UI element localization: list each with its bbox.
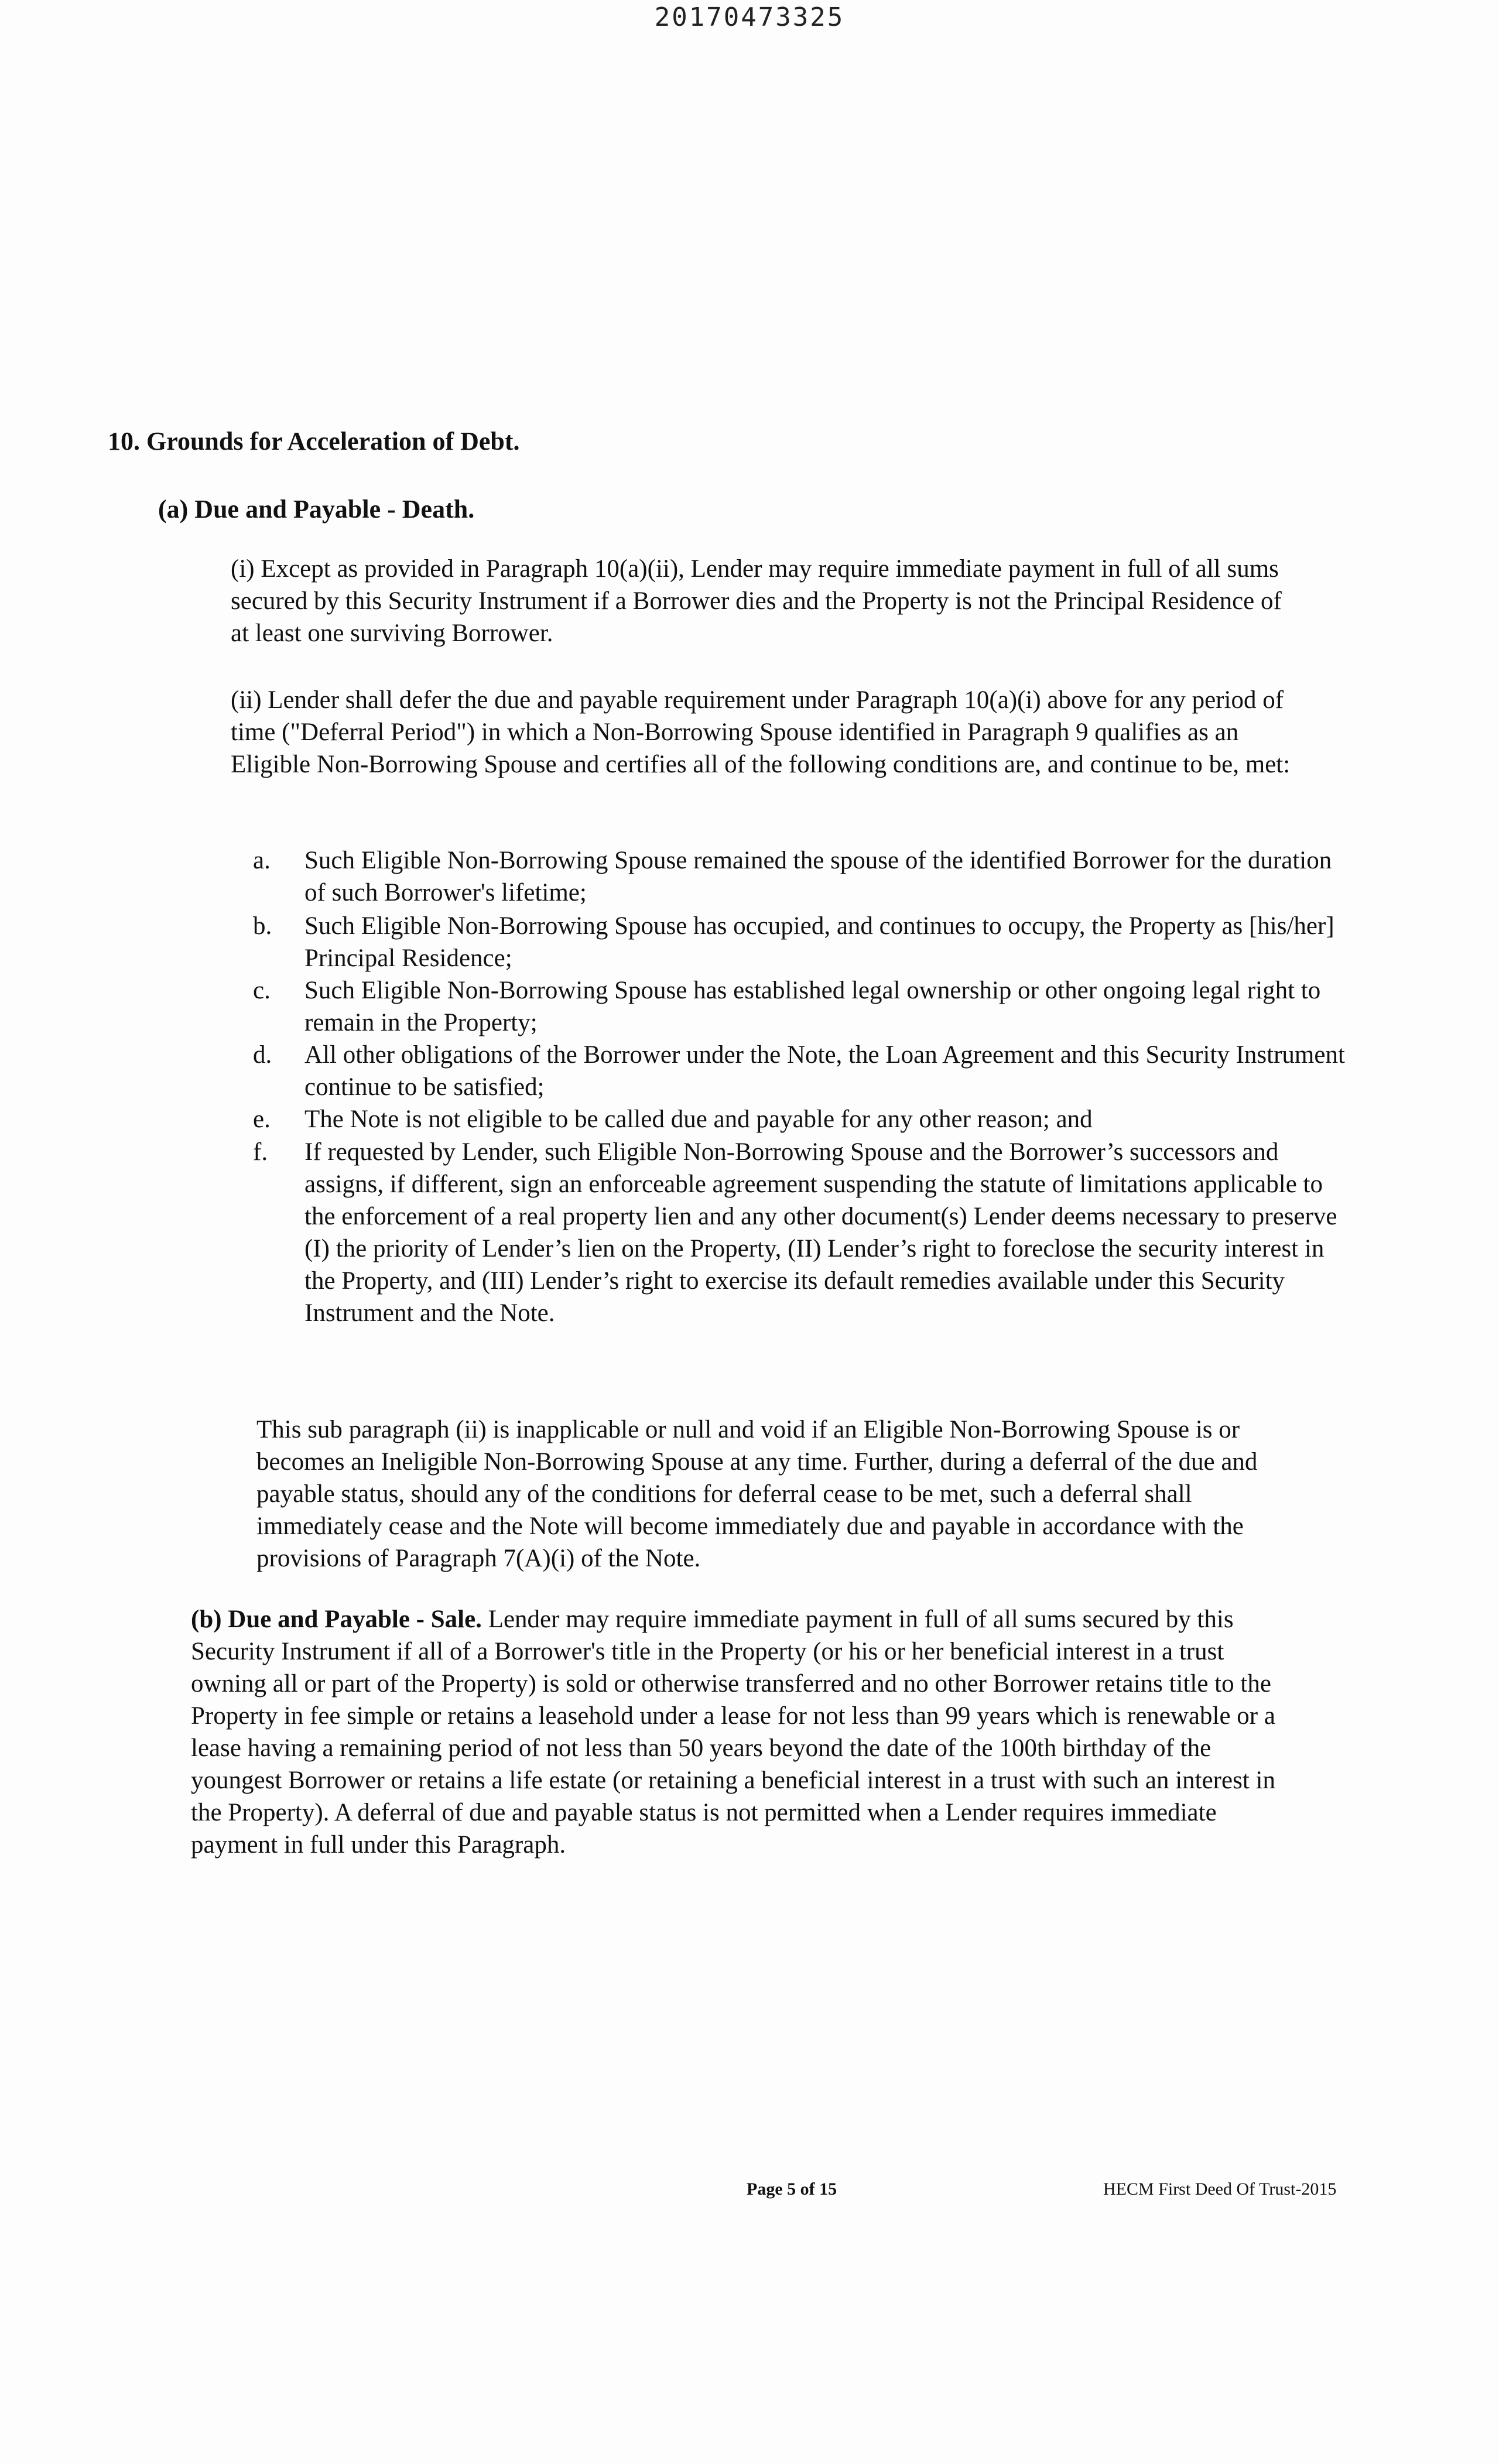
subsection-a-title: (a) Due and Payable - Death. bbox=[158, 495, 475, 523]
closing-paragraph: This sub paragraph (ii) is inapplicable or null and void if an Eligible Non-Borrowing Spouse is or becomes an Ineligible Non-Borrowing Spouse at any time. Further, during a deferral of the due and payable status, should any of the conditions for deferral cease to be met, such a deferral shall immediately cease and the Note will become immediately due and payable in accordance with the provisions of Paragraph 7(A)(i) of the Note. bbox=[256, 1416, 1258, 1572]
condition-text: Such Eligible Non-Borrowing Spouse has occupied, and continues to occupy, the Property as [his/her] Principal Residence; bbox=[304, 912, 1334, 972]
subsection-b-title: (b) Due and Payable - Sale. bbox=[191, 1606, 482, 1633]
condition-label: d. bbox=[253, 1041, 272, 1069]
condition-text: The Note is not eligible to be called due and payable for any other reason; and bbox=[304, 1106, 1093, 1133]
subsection-b-text: Lender may require immediate payment in full of all sums secured by this Security Instrument if all of a Borrower's title in the Property (or his or her beneficial interest in a trust owning all or part of the Property) is sold or otherwise transferred and no other Borrower retains title to the Property in fee simple or retains a leasehold under a lease for not less than 99 years which is renewable or a lease having a remaining period of not less than 50 years beyond the date of the 100th birthday of the youngest Borrower or retains a life estate (or retaining a beneficial interest in a trust with such an interest in the Property). A deferral of due and payable status is not permitted when a Lender requires immediate payment in full under this Paragraph. bbox=[191, 1606, 1275, 1859]
form-name: HECM First Deed Of Trust-2015 bbox=[1103, 2179, 1337, 2199]
condition-text: All other obligations of the Borrower under the Note, the Loan Agreement and this Security Instrument continue to be satisfied; bbox=[304, 1041, 1345, 1101]
condition-text: If requested by Lender, such Eligible Non-Borrowing Spouse and the Borrower’s successors and assigns, if different, sign an enforceable agreement suspending the statute of limitations applicable to the enforcement of a real property lien and any other document(s) Lender deems necessary to preserve (I) the priority of Lender’s lien on the Property, (II) Lender’s right to foreclose the security interest in the Property, and (III) Lender’s right to exercise its default remedies available under this Security Instrument and the Note. bbox=[304, 1138, 1337, 1327]
subsection-b bbox=[191, 1603, 1298, 1861]
condition-label: f. bbox=[253, 1138, 268, 1166]
condition-label: c. bbox=[253, 977, 271, 1004]
section-title: 10. Grounds for Acceleration of Debt. bbox=[108, 427, 520, 456]
page-number: Page 5 of 15 bbox=[747, 2179, 837, 2199]
paragraph-i: (i) Except as provided in Paragraph 10(a)(ii), Lender may require immediate payment in full of all sums secured by this Security Instrument if a Borrower dies and the Property is not the Principal Residence of at least one surviving Borrower. bbox=[231, 555, 1282, 647]
condition-label: b. bbox=[253, 912, 272, 940]
condition-label: e. bbox=[253, 1106, 271, 1133]
document-number: 20170473325 bbox=[654, 2, 845, 32]
condition-text: Such Eligible Non-Borrowing Spouse remained the spouse of the identified Borrower for the duration of such Borrower's lifetime; bbox=[304, 847, 1332, 906]
paragraph-ii: (ii) Lender shall defer the due and payable requirement under Paragraph 10(a)(i) above for any period of time ("Deferral Period") in which a Non-Borrowing Spouse identified in Paragraph 9 qualifies as an Eligible Non-Borrowing Spouse and certifies all of the following conditions are, and continue to be, met: bbox=[231, 686, 1291, 778]
condition-label: a. bbox=[253, 847, 271, 874]
condition-text: Such Eligible Non-Borrowing Spouse has established legal ownership or other ongoing legal right to remain in the Property; bbox=[304, 977, 1321, 1036]
